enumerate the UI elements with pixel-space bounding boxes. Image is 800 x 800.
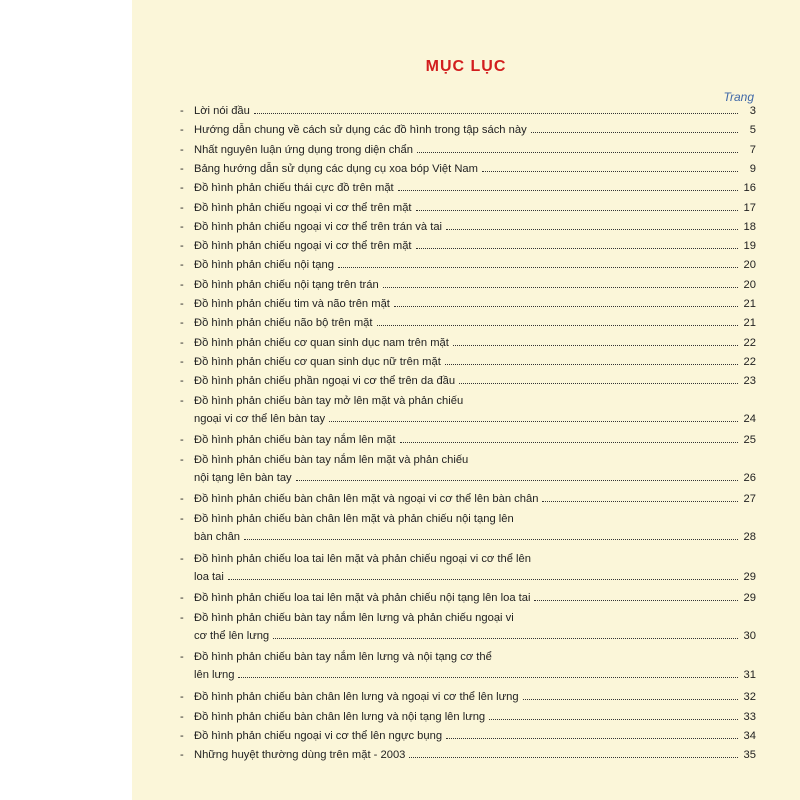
dot-leader xyxy=(446,737,738,739)
toc-page-number: 19 xyxy=(743,240,756,253)
toc-bullet: - xyxy=(180,317,184,330)
toc-entry xyxy=(180,689,756,707)
toc-page-number: 28 xyxy=(743,530,756,543)
toc-entry-text: Đồ hình phản chiếu bàn tay nắm lên lưng và nội tạng cơ thể xyxy=(194,651,492,664)
dot-leader xyxy=(338,266,738,268)
dot-leader xyxy=(394,305,738,307)
toc-line-content xyxy=(194,298,756,310)
toc-entry-text: Đồ hình phản chiếu bàn tay nắm lên mặt xyxy=(194,434,396,447)
toc-line-content xyxy=(194,221,756,233)
toc-entry xyxy=(180,709,756,727)
toc-page-number: 25 xyxy=(743,434,756,447)
toc-line-content xyxy=(194,730,756,742)
toc-entry xyxy=(180,354,756,372)
toc-line-content xyxy=(194,434,756,446)
toc-entry-text: Nhất nguyên luận ứng dụng trong diện chẩn xyxy=(194,143,413,156)
toc-page-number: 32 xyxy=(743,691,756,704)
toc-entry-line xyxy=(180,667,756,685)
dot-leader xyxy=(445,363,738,365)
toc-entry xyxy=(180,219,756,237)
toc-line-content xyxy=(194,356,756,368)
toc-entry-text: nội tạng lên bàn tay xyxy=(194,471,292,484)
toc-line-content xyxy=(194,454,756,466)
toc-entry-text: Bảng hướng dẫn sử dụng các dụng cụ xoa bóp Việt Nam xyxy=(194,162,478,175)
toc-entry-text: Đồ hình phản chiếu ngoại vi cơ thể trên mặt xyxy=(194,201,412,214)
toc-entry xyxy=(180,590,756,608)
toc-entry xyxy=(180,257,756,275)
toc-line-content xyxy=(194,413,756,425)
toc-bullet: - xyxy=(180,162,184,175)
toc-entry-line xyxy=(180,610,756,628)
toc-entry-line xyxy=(180,728,756,746)
toc-line-content xyxy=(194,259,756,271)
toc-page-number: 5 xyxy=(749,124,756,137)
toc-bullet: - xyxy=(180,259,184,272)
toc-bullet: - xyxy=(180,611,184,624)
toc-line-content xyxy=(194,630,756,642)
toc-line-content xyxy=(194,375,756,387)
toc-entry-text: Đồ hình phản chiếu bàn chân lên lưng và ngoại vi cơ thể lên lưng xyxy=(194,691,519,704)
dot-leader xyxy=(446,228,738,230)
toc-line-content xyxy=(194,711,756,723)
toc-entry-line xyxy=(180,277,756,295)
dot-leader xyxy=(417,151,738,153)
toc-entry xyxy=(180,103,756,121)
toc-bullet: - xyxy=(180,375,184,388)
toc-entry-text: Đồ hình phản chiếu phần ngoại vi cơ thể trên da đầu xyxy=(194,375,456,388)
toc-entry-text: Đồ hình phản chiếu nội tạng xyxy=(194,259,334,272)
toc-line-content xyxy=(194,144,756,156)
toc-entry-line xyxy=(180,709,756,727)
toc-entry-text: Đồ hình phản chiếu cơ quan sinh dục nữ trên mặt xyxy=(194,355,441,368)
toc-line-content xyxy=(194,395,756,407)
dot-leader xyxy=(482,170,738,172)
dot-leader xyxy=(244,538,738,540)
dot-leader xyxy=(329,420,738,422)
toc-entry-line xyxy=(180,296,756,314)
toc-bullet: - xyxy=(180,105,184,117)
toc-entry-line xyxy=(180,238,756,256)
toc-bullet: - xyxy=(180,493,184,506)
toc-entry-line xyxy=(180,354,756,372)
toc-bullet: - xyxy=(180,512,184,525)
toc-entry-text: Đồ hình phản chiếu ngoại vi cơ thể trên trán và tai xyxy=(194,220,443,233)
dot-leader xyxy=(400,441,738,443)
toc-entry xyxy=(180,161,756,179)
toc-bullet: - xyxy=(180,124,184,137)
toc-entry xyxy=(180,122,756,140)
toc-page-number: 29 xyxy=(743,592,756,605)
toc-page-number: 33 xyxy=(743,710,756,723)
toc-bullet: - xyxy=(180,220,184,233)
toc-entry xyxy=(180,511,756,547)
toc-entry-line xyxy=(180,393,756,411)
toc-page-number: 21 xyxy=(743,298,756,310)
toc-bullet: - xyxy=(180,651,184,664)
toc-entry xyxy=(180,728,756,746)
toc-line-content xyxy=(194,531,756,543)
toc-entry xyxy=(180,315,756,333)
toc-entry-line xyxy=(180,628,756,646)
toc-bullet: - xyxy=(180,729,184,742)
dot-leader xyxy=(273,637,738,639)
toc-line-content xyxy=(194,279,756,291)
book-page xyxy=(132,0,800,800)
toc-bullet: - xyxy=(180,355,184,368)
toc-entry xyxy=(180,649,756,685)
toc-line-content xyxy=(194,105,756,117)
toc-entry xyxy=(180,452,756,488)
toc-entry-text: Những huyệt thường dùng trên mặt - 2003 xyxy=(194,749,406,762)
toc-page-number: 16 xyxy=(743,182,756,195)
toc-entry-line xyxy=(180,569,756,587)
toc-entry xyxy=(180,373,756,391)
toc-bullet: - xyxy=(180,278,184,291)
dot-leader xyxy=(416,247,738,249)
toc-page-number: 31 xyxy=(743,669,756,682)
toc-entry-line xyxy=(180,200,756,218)
toc-line-content xyxy=(194,592,756,604)
toc-bullet: - xyxy=(180,710,184,723)
toc-bullet: - xyxy=(180,201,184,214)
toc-page-number: 20 xyxy=(743,259,756,272)
toc-bullet: - xyxy=(180,592,184,605)
toc-entry-line xyxy=(180,470,756,488)
toc-entry-line xyxy=(180,180,756,198)
toc-entry-line xyxy=(180,161,756,179)
toc-entry-text: Đồ hình phản chiếu tim và não trên mặt xyxy=(194,298,390,310)
toc-line-content xyxy=(194,669,756,681)
toc-entry-line xyxy=(180,689,756,707)
toc-bullet: - xyxy=(180,434,184,447)
toc-page-number: 26 xyxy=(743,471,756,484)
toc-page-number: 3 xyxy=(749,105,756,117)
toc-entry-line xyxy=(180,122,756,140)
toc-page-number: 18 xyxy=(743,220,756,233)
toc-line-content xyxy=(194,337,756,349)
toc-entry-text: Lời nói đầu xyxy=(194,105,250,117)
toc-line-content xyxy=(194,163,756,175)
dot-leader xyxy=(542,500,738,502)
toc-entry-line xyxy=(180,529,756,547)
toc-entry xyxy=(180,296,756,314)
dot-leader xyxy=(238,676,738,678)
toc-entry-text: bàn chân xyxy=(194,530,241,543)
toc-entry-text: cơ thể lên lưng xyxy=(194,629,270,642)
toc-page-number: 23 xyxy=(743,375,756,388)
toc-entry-line xyxy=(180,432,756,450)
dot-leader xyxy=(377,324,738,326)
toc-entry-line xyxy=(180,590,756,608)
toc-entry-text: Đồ hình phản chiếu ngoại vi cơ thể lên ngực bụng xyxy=(194,729,443,742)
toc-bullet: - xyxy=(180,552,184,565)
toc-entry-line xyxy=(180,219,756,237)
toc-entry-line xyxy=(180,452,756,470)
toc-bullet: - xyxy=(180,749,184,762)
toc-line-content xyxy=(194,513,756,525)
dot-leader xyxy=(534,599,738,601)
page-title: MỤC LỤC xyxy=(425,58,507,75)
toc-line-content xyxy=(194,202,756,214)
toc-entry-line xyxy=(180,315,756,333)
toc-entry xyxy=(180,238,756,256)
toc-entry-text: Đồ hình phản chiếu bàn chân lên lưng và nội tạng lên lưng xyxy=(194,710,486,723)
toc-entry-text: Đồ hình phản chiếu cơ quan sinh dục nam trên mặt xyxy=(194,336,449,349)
dot-leader xyxy=(254,112,738,114)
toc-bullet: - xyxy=(180,394,184,407)
toc-entry xyxy=(180,610,756,646)
toc-bullet: - xyxy=(180,143,184,156)
toc-entry-line xyxy=(180,257,756,275)
toc-page-number: 22 xyxy=(743,336,756,349)
toc-line-content xyxy=(194,612,756,624)
toc-line-content xyxy=(194,472,756,484)
toc-page-number: 9 xyxy=(749,162,756,175)
toc-entry xyxy=(180,551,756,587)
dot-leader xyxy=(531,131,738,133)
toc-page-number: 20 xyxy=(743,278,756,291)
toc-line-content xyxy=(194,182,756,194)
toc-entry xyxy=(180,335,756,353)
toc-entry-line xyxy=(180,649,756,667)
dot-leader xyxy=(416,209,738,211)
toc-entry-text: Hướng dẫn chung về cách sử dụng các đồ hình trong tập sách này xyxy=(194,124,527,137)
toc-entry xyxy=(180,180,756,198)
toc-entry-line xyxy=(180,335,756,353)
toc-entry xyxy=(180,747,756,765)
toc-bullet: - xyxy=(180,182,184,195)
toc-page-number: 17 xyxy=(743,201,756,214)
toc-entry xyxy=(180,142,756,160)
toc-entry-text: Đồ hình phản chiếu loa tai lên mặt và phản chiếu nội tạng lên loa tai xyxy=(194,592,531,605)
toc-page-number: 21 xyxy=(743,317,756,330)
toc-line-content xyxy=(194,124,756,136)
dot-leader xyxy=(409,756,738,758)
dot-leader xyxy=(296,479,738,481)
toc-entry-text: Đồ hình phản chiếu bàn chân lên mặt và phản chiếu nội tạng lên xyxy=(194,512,514,525)
toc-bullet: - xyxy=(180,240,184,253)
toc-page-number: 30 xyxy=(743,629,756,642)
dot-leader xyxy=(398,189,738,191)
toc-entry-text: Đồ hình phản chiếu bàn tay nắm lên lưng và phản chiếu ngoại vi xyxy=(194,611,514,624)
toc-entry-line xyxy=(180,142,756,160)
toc-bullet: - xyxy=(180,453,184,466)
toc-bullet: - xyxy=(180,298,184,310)
toc-line-content xyxy=(194,240,756,252)
dot-leader xyxy=(228,578,738,580)
toc-page-number: 24 xyxy=(743,412,756,425)
toc-entry-text: lên lưng xyxy=(194,669,235,682)
toc-entry-text: Đồ hình phản chiếu não bộ trên mặt xyxy=(194,317,373,330)
toc-entry-line xyxy=(180,511,756,529)
toc-page-number: 27 xyxy=(743,493,756,506)
toc-line-content xyxy=(194,749,756,761)
toc-entry xyxy=(180,277,756,295)
toc-line-content xyxy=(194,651,756,663)
toc-entry-text: Đồ hình phản chiếu bàn chân lên mặt và ngoại vi cơ thể lên bàn chân xyxy=(194,493,539,506)
toc-line-content xyxy=(194,691,756,703)
toc-entry-line xyxy=(180,103,756,121)
toc-entry-text: loa tai xyxy=(194,570,224,583)
toc-entry xyxy=(180,432,756,450)
toc-line-content xyxy=(194,553,756,565)
dot-leader xyxy=(523,698,738,700)
toc-entry-line xyxy=(180,747,756,765)
toc-line-content xyxy=(194,317,756,329)
toc-page-number: 29 xyxy=(743,570,756,583)
toc-entry xyxy=(180,491,756,509)
toc-entry-text: Đồ hình phản chiếu nội tạng trên trán xyxy=(194,278,379,291)
toc-page-number: 22 xyxy=(743,355,756,368)
toc-entry xyxy=(180,393,756,429)
toc-line-content xyxy=(194,493,756,505)
toc-page-number: 34 xyxy=(743,729,756,742)
toc-entry-line xyxy=(180,491,756,509)
dot-leader xyxy=(459,382,738,384)
toc-bullet: - xyxy=(180,691,184,704)
toc-entry-text: Đồ hình phản chiếu thái cực đồ trên mặt xyxy=(194,182,394,195)
toc-page-number: 35 xyxy=(743,749,756,762)
toc-entry-text: Đồ hình phản chiếu ngoại vi cơ thể trên mặt xyxy=(194,240,412,253)
toc-entry xyxy=(180,200,756,218)
toc-entry-text: Đồ hình phản chiếu bàn tay mở lên mặt và phản chiếu xyxy=(194,394,464,407)
page-column-label: Trang xyxy=(723,90,754,104)
dot-leader xyxy=(489,718,738,720)
toc-page-number: 7 xyxy=(749,143,756,156)
toc-entry-text: Đồ hình phản chiếu loa tai lên mặt và phản chiếu ngoại vi cơ thể lên xyxy=(194,552,531,565)
toc-entry-line xyxy=(180,411,756,429)
toc-bullet: - xyxy=(180,336,184,349)
toc-entry-line xyxy=(180,373,756,391)
toc-entry-line xyxy=(180,551,756,569)
toc-entry-text: Đồ hình phản chiếu bàn tay nắm lên mặt và phản chiếu xyxy=(194,453,469,466)
toc-entry-text: ngoại vi cơ thể lên bàn tay xyxy=(194,412,326,425)
toc-line-content xyxy=(194,571,756,583)
dot-leader xyxy=(383,286,738,288)
dot-leader xyxy=(453,344,738,346)
